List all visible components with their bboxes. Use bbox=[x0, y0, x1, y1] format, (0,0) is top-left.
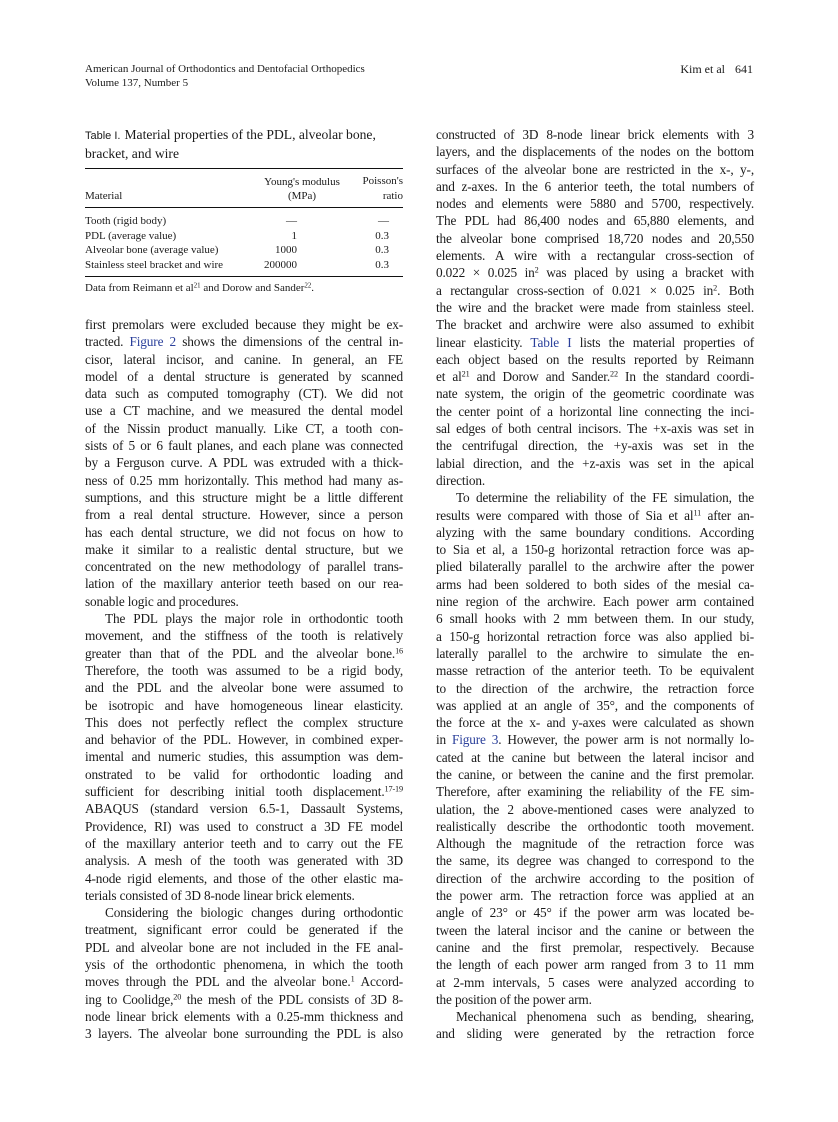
text-line: the wire and the bracket were made from stainless steel. bbox=[436, 299, 754, 315]
text-line: This does not perfectly reflect the complex structure bbox=[85, 714, 403, 730]
page-number: 641 bbox=[735, 62, 753, 76]
youngs-modulus-cell: 1 bbox=[291, 229, 297, 242]
text-line: of the Nissin product manually. Like CT, a tooth con- bbox=[85, 420, 403, 436]
text-line: the center point of a horizontal line connecting the inci- bbox=[436, 403, 754, 419]
citation-superscript: 1 bbox=[350, 974, 355, 984]
text-line: the force at the x- and y-axes were calculated as shown bbox=[436, 715, 754, 731]
text-line: data such as computed tomography (CT). We did not bbox=[85, 386, 403, 402]
text-line: Mechanical phenomena such as bending, shearing, bbox=[456, 1009, 754, 1025]
text-line: a rectangular cross-section of 0.021 × 0.025 $in^2$. Both bbox=[436, 282, 755, 298]
text-line: be isotropic and have homogeneous linear elasticity. bbox=[85, 697, 403, 713]
text-line: movement, and the stiffness of the tooth is relatively bbox=[85, 628, 403, 644]
citation-superscript: 20 bbox=[173, 992, 182, 1002]
text-line: The bracket and archwire were also assumed to exhibit bbox=[436, 317, 754, 333]
text-line: greater than that of the PDL and the alveolar bone.$^{16}$ bbox=[85, 645, 403, 661]
text-line: surfaces of the alveolar bone are restricted in the x-, y-, bbox=[436, 161, 754, 177]
text-line: node linear brick elements with a 0.25-mm thickness and bbox=[85, 1008, 403, 1024]
text-line: To determine the reliability of the FE simulation, the bbox=[456, 490, 754, 506]
text-line: use a CT machine, and we measured the dental model bbox=[85, 403, 403, 419]
text-line: tween the lateral incisor and the canine or between the bbox=[436, 922, 754, 938]
material-cell: PDL (average value) bbox=[85, 229, 177, 242]
text-line: realistically describe the orthodontic tooth movement. bbox=[436, 818, 754, 834]
text-line: et $al^{21}$ and Dorow and Sander.$^{22}$ In the standard coordi- bbox=[436, 369, 754, 385]
text-line: the canine, or between the canine and the first premolar. bbox=[436, 766, 754, 782]
poissons-ratio-cell: 0.3 bbox=[375, 229, 389, 242]
text-line: a 150-g horizontal retraction force was also applied bi- bbox=[436, 628, 754, 644]
text-line: ulation, the 2 above-mentioned cases were analyzed to bbox=[436, 801, 754, 817]
text-line: plied bilaterally parallel to the archwire after the power bbox=[436, 559, 754, 575]
paragraph bbox=[436, 489, 754, 1008]
text-line: imental and numeric studies, this assumption was dem- bbox=[85, 749, 403, 765]
text-line: sonable logic and procedures. bbox=[85, 593, 239, 609]
paragraph bbox=[85, 610, 403, 904]
text-line: concentrated on the new methodology of parallel trans- bbox=[85, 559, 403, 575]
text-line: The PDL plays the major role in orthodontic tooth bbox=[105, 611, 403, 627]
text-line: terials consisted of 3D 8-node linear brick elements. bbox=[85, 887, 355, 903]
text-line: the position of the power arm. bbox=[436, 991, 592, 1007]
cross-reference-link[interactable]: Table I bbox=[530, 334, 572, 350]
text-line: canine and the first premolar, respectively. Because bbox=[436, 939, 754, 955]
text-line: model of a dental structure is generated by scanned bbox=[85, 368, 403, 384]
table-header-row bbox=[85, 169, 403, 208]
text-line: nate system, the origin of the geometric coordinate was bbox=[436, 386, 754, 402]
table-footnote: Data from Reimann et $al^{21}$ and Dorow and Sander$^{22}$. bbox=[85, 282, 314, 294]
text-line: sufficient for describing initial tooth displacement.$^{17-19}$ bbox=[85, 784, 403, 800]
text-line: analysis. A mesh of the tooth was generated with 3D bbox=[85, 853, 403, 869]
text-line: ysis of the orthodontic phenomena, in which the tooth bbox=[85, 956, 403, 972]
text-line: and the PDL and the alveolar bone were assumed to bbox=[85, 680, 403, 696]
text-line: masse retraction of the anterior teeth. To be equivalent bbox=[436, 663, 754, 679]
table-bottom-rule bbox=[85, 276, 403, 277]
text-line: elements. A wire with a rectangular cross-section of bbox=[436, 248, 754, 264]
text-line: laterally parallel to the archwire to simulate the en- bbox=[436, 645, 754, 661]
text-line: Providence, RI) was used to construct a 3D FE model bbox=[85, 818, 403, 834]
table-1 bbox=[85, 126, 403, 294]
citation-superscript: 22 bbox=[304, 282, 312, 290]
cross-reference-link[interactable]: Figure 3 bbox=[451, 732, 499, 748]
text-line: linear elasticity. Table I lists the material properties of bbox=[436, 334, 754, 350]
text-line: 3 layers. The alveolar bone surrounding the PDL is also bbox=[85, 1026, 403, 1042]
citation-superscript: 21 bbox=[461, 369, 470, 379]
text-line: arms had been soldered to both sides of the mesial ca- bbox=[436, 576, 754, 592]
text-line: in Figure 3. However, the power arm is not normally lo- bbox=[436, 732, 754, 748]
text-line: results were compared with those of Sia et $al^{11}$ after an- bbox=[436, 507, 754, 523]
text-line: from a real dental structure. However, since a person bbox=[85, 507, 403, 523]
table-label: Table I. bbox=[85, 130, 121, 142]
text-line: cisor, lateral incisor, and canine. In general, an FE bbox=[85, 351, 403, 367]
column-header: Poisson's ratio bbox=[362, 175, 403, 202]
text-line: and z-axes. In the 6 anterior teeth, the total numbers of bbox=[436, 178, 754, 194]
text-line: nine region of the archwire. Each power arm contained bbox=[436, 594, 754, 610]
poissons-ratio-cell: 0.3 bbox=[375, 258, 389, 271]
running-authors: Kim et al bbox=[680, 62, 725, 76]
table-row bbox=[85, 258, 403, 277]
youngs-modulus-cell: 200000 bbox=[264, 258, 297, 271]
right-column-text bbox=[436, 126, 754, 1043]
text-line: has each dental structure, we did not focus on how to bbox=[85, 524, 403, 540]
text-line: treatment, significant error could be generated if the bbox=[85, 922, 403, 938]
text-line: moves through the PDL and the alveolar bone.$^1$ Accord- bbox=[85, 974, 403, 990]
text-line: ness of 0.25 mm horizontally. This method had many as- bbox=[85, 472, 403, 488]
paragraph bbox=[436, 1008, 754, 1043]
text-line: nodes and elements were 5880 and 5700, respectively. bbox=[436, 196, 754, 212]
text-line: was applied at an angle of 35°, and the components of bbox=[436, 697, 754, 713]
column-header: Material bbox=[85, 189, 123, 202]
text-line: constructed of 3D 8-node linear brick elements with 3 bbox=[436, 127, 754, 142]
text-line: onstrated to be valid for orthodontic loading and bbox=[85, 766, 403, 782]
paragraph bbox=[85, 316, 403, 610]
text-line: 6 small hooks with 2 mm between them. In our study, bbox=[436, 611, 754, 627]
paragraph bbox=[436, 126, 754, 489]
text-line: The PDL had 86,400 nodes and 65,880 elements, and bbox=[436, 213, 754, 229]
page-info bbox=[670, 62, 753, 77]
column-header: Young's modulus (MPa) bbox=[264, 176, 340, 202]
text-line: and sliding were generated by the retraction force bbox=[436, 1026, 754, 1042]
text-line: Although the magnitude of the retraction force was bbox=[436, 836, 754, 852]
text-line: the same, its degree was changed to correspond to the bbox=[436, 853, 754, 869]
text-line: Considering the biologic changes during orthodontic bbox=[105, 905, 403, 921]
citation-superscript: 16 bbox=[395, 646, 403, 656]
text-line: alyzing with the same boundary conditions. According bbox=[436, 524, 754, 540]
text-line: Therefore, after examining the reliability of the FE sim- bbox=[436, 784, 754, 800]
text-line: of the maxillary anterior teeth and to carry out the FE bbox=[85, 835, 403, 851]
table-title: Material properties of the PDL, alveolar bone, bracket, and wire bbox=[85, 127, 376, 161]
citation-superscript: 2 bbox=[713, 283, 718, 293]
table-row bbox=[85, 208, 403, 229]
text-line: the centrifugal direction, the +y-axis was set in the bbox=[436, 438, 754, 454]
text-line: cated at the canine but between the lateral incisor and bbox=[436, 749, 754, 765]
text-line: sists of 5 or 6 fault planes, and each plane was connected bbox=[85, 438, 403, 454]
citation-superscript: 17-19 bbox=[384, 784, 403, 794]
text-line: angle of 23° or 45° if the power arm was located be- bbox=[436, 905, 754, 921]
youngs-modulus-cell: 1000 bbox=[275, 244, 297, 256]
poissons-ratio-cell: — bbox=[347, 208, 403, 229]
table-row bbox=[85, 243, 403, 258]
running-header bbox=[85, 62, 365, 90]
material-cell: Tooth (rigid body) bbox=[85, 208, 257, 229]
paragraph bbox=[85, 904, 403, 1042]
text-line: to the direction of the archwire, the retraction force bbox=[436, 680, 754, 696]
journal-title: American Journal of Orthodontics and Dentofacial Orthopedics bbox=[85, 63, 365, 75]
text-line: sal edges of both central incisors. The +x-axis was set in bbox=[436, 421, 754, 437]
citation-superscript: 22 bbox=[610, 369, 618, 379]
text-line: make it similar to a realistic dental structure, but we bbox=[85, 541, 403, 557]
poissons-ratio-cell: 0.3 bbox=[375, 244, 389, 256]
text-line: labial direction, and the +z-axis was set in the apical bbox=[436, 455, 754, 471]
cross-reference-link[interactable]: Figure 2 bbox=[129, 334, 177, 350]
youngs-modulus-cell: — bbox=[257, 208, 347, 229]
text-line: lation of the maxillary anterior teeth based on our rea- bbox=[85, 576, 403, 592]
text-line: first premolars were excluded because they might be ex- bbox=[85, 317, 403, 332]
citation-superscript: 2 bbox=[534, 265, 539, 275]
citation-superscript: 11 bbox=[693, 508, 702, 517]
text-line: layers, and the displacements of the nodes on the bottom bbox=[436, 144, 754, 160]
text-line: ABAQUS (standard version 6.5-1, Dassault Systems, bbox=[85, 801, 403, 817]
text-line: ing to Coolidge,$^{20}$ the mesh of the PDL consists of 3D 8- bbox=[85, 991, 403, 1007]
text-line: direction. bbox=[436, 472, 486, 488]
text-line: and behavior of the PDL. However, in combined exper- bbox=[85, 732, 403, 748]
text-line: at 2-mm intervals, 5 cases were analyzed according to bbox=[436, 974, 754, 990]
text-line: by a Ferguson curve. A PDL was extruded with a thick- bbox=[85, 455, 403, 471]
text-line: direction of the archwire according to the position of bbox=[436, 870, 754, 886]
text-line: 4-node rigid elements, and those of the other elastic ma- bbox=[85, 870, 403, 886]
material-cell: Alveolar bone (average value) bbox=[85, 244, 219, 256]
citation-superscript: 21 bbox=[193, 282, 201, 290]
material-cell: Stainless steel bracket and wire bbox=[85, 258, 224, 271]
text-line: Therefore, the tooth was assumed to be a rigid body, bbox=[85, 662, 403, 678]
text-line: the alveolar bone comprised 18,720 nodes and 20,550 bbox=[436, 230, 754, 246]
journal-volume: Volume 137, Number 5 bbox=[85, 77, 189, 89]
text-line: the power arm. The retraction force was applied at an bbox=[436, 888, 754, 904]
text-line: tracted. Figure 2 shows the dimensions of the central in- bbox=[85, 334, 403, 350]
text-line: to Sia et al, a 150-g horizontal retraction force was ap- bbox=[436, 542, 754, 558]
table-caption bbox=[85, 126, 403, 162]
material-table bbox=[85, 169, 403, 276]
text-line: sumptions, and this structure might be a little different bbox=[85, 489, 403, 505]
text-line: each object based on the results reported by Reimann bbox=[436, 351, 754, 367]
table-row bbox=[85, 229, 403, 244]
text-line: 0.022 × 0.025 $in^2$ was placed by using a bracket with bbox=[436, 265, 754, 281]
left-column-text bbox=[85, 316, 403, 1042]
text-line: the length of each power arm ranged from 3 to 11 mm bbox=[436, 957, 754, 973]
text-line: PDL and alveolar bone are not included in the FE anal- bbox=[85, 939, 403, 955]
